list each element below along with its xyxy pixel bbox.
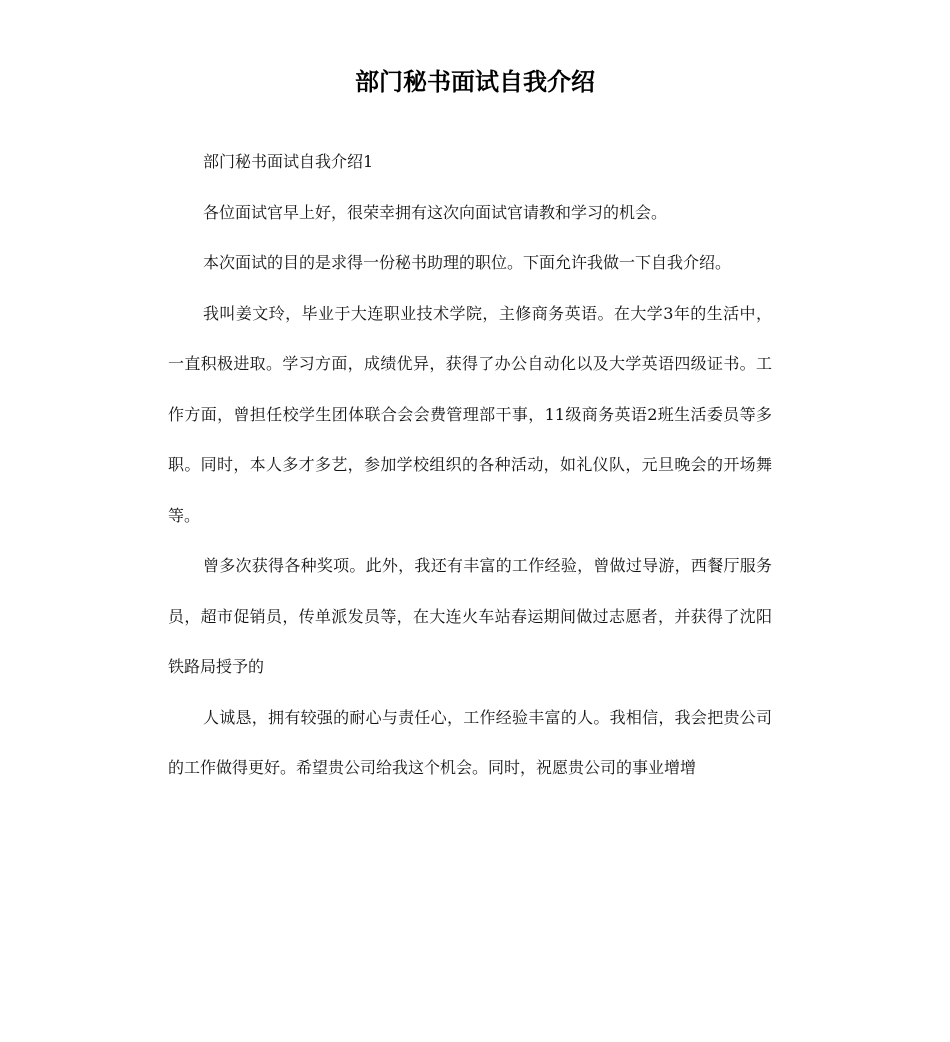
paragraph-experience: 曾多次获得各种奖项。此外，我还有丰富的工作经验，曾做过导游，西餐厅服务员，超市促销员，传单派发员等，在大连火车站春运期间做过志愿者，并获得了沈阳铁路局授予的 [168, 556, 772, 676]
paragraph-closing: 人诚恳，拥有较强的耐心与责任心，工作经验丰富的人。我相信，我会把贵公司的工作做得更好。希望贵公司给我这个机会。同时，祝愿贵公司的事业增增 [168, 707, 772, 777]
paragraph-heading: 部门秘书面试自我介绍1 [203, 152, 374, 171]
paragraph-purpose: 本次面试的目的是求得一份秘书助理的职位。下面允许我做一下自我介绍。 [203, 253, 732, 272]
document-body [168, 137, 772, 794]
paragraph-background: 我叫姜文玲，毕业于大连职业技术学院，主修商务英语。在大学3年的生活中，一直积极进取。学习方面，成绩优异，获得了办公自动化以及大学英语四级证书。工作方面，曾担任校学生团体联合会会费管理部干事，11级商务英语2班生活委员等多职。同时，本人多才多艺，参加学校组织的各种活动，如礼仪队，元旦晚会的开场舞等。 [168, 303, 772, 525]
paragraph-greeting: 各位面试官早上好，很荣幸拥有这次向面试官请教和学习的机会。 [203, 202, 668, 222]
document-title: 部门秘书面试自我介绍 [355, 68, 595, 96]
